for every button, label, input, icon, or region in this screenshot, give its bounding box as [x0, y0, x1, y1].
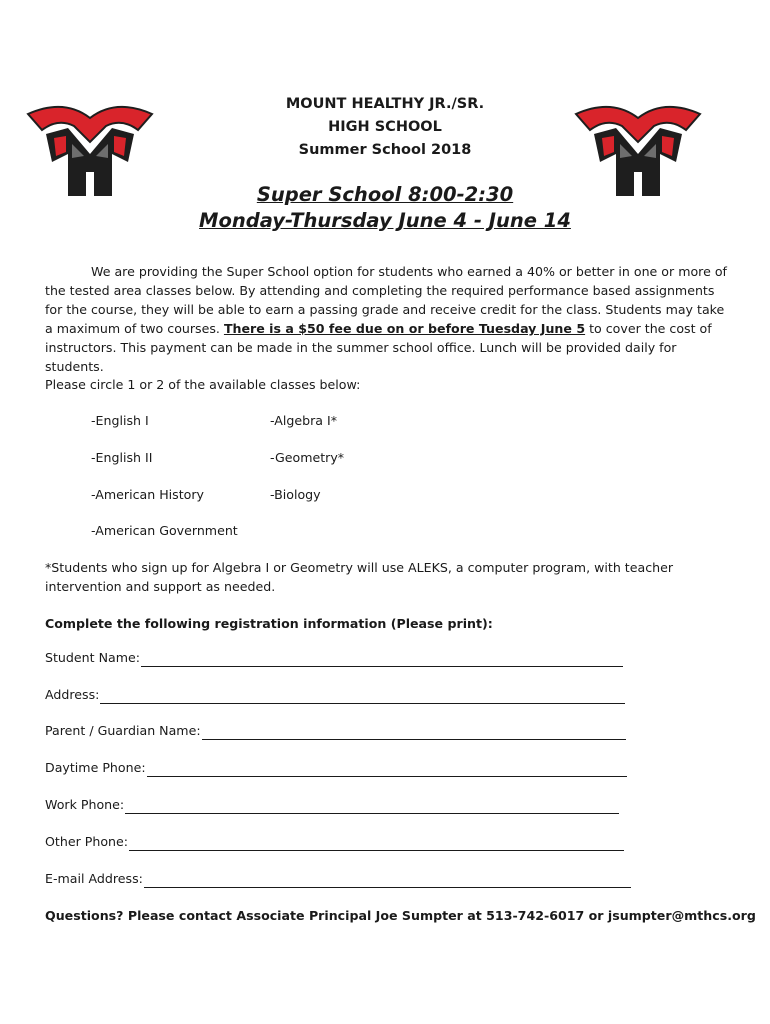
email-field[interactable] [45, 869, 631, 888]
intro-text-before: We are providing the Super School option for students who earned a 40% or better in one or more of the tested area classes below. By attending and completing the required performance based assignments for the course, they will be able to earn a passing grade and receive credit for the class. Students may take a maximum of two courses. [45, 264, 727, 336]
field-label: Parent / Guardian Name: [45, 723, 201, 738]
work-phone-field[interactable] [45, 795, 619, 814]
parent-guardian-field[interactable] [45, 721, 626, 740]
email-line[interactable] [144, 873, 631, 888]
work-phone-line[interactable] [125, 799, 619, 814]
field-label: Work Phone: [45, 797, 125, 812]
class-option: -English II [91, 450, 153, 465]
registration-heading: Complete the following registration information (Please print): [45, 616, 493, 631]
address-field[interactable] [45, 685, 625, 704]
school-name-line2: HIGH SCHOOL [328, 119, 442, 135]
field-label: Other Phone: [45, 834, 129, 849]
field-label: Daytime Phone: [45, 760, 146, 775]
other-phone-line[interactable] [129, 836, 624, 851]
contact-line: Questions? Please contact Associate Principal Joe Sumpter at 513-742-6017 or jsumpter@mthcs.org [45, 908, 756, 923]
class-prompt: Please circle 1 or 2 of the available classes below: [45, 377, 361, 392]
parent-guardian-line[interactable] [202, 725, 626, 740]
field-label: Student Name: [45, 650, 140, 665]
fee-notice: There is a $50 fee due on or before Tuesday June 5 [223, 321, 586, 336]
address-line[interactable] [100, 689, 625, 704]
field-label: E-mail Address: [45, 871, 143, 886]
class-option: -Geometry* [270, 450, 345, 465]
daytime-phone-field[interactable] [45, 758, 627, 777]
class-option: -Biology [270, 487, 321, 502]
daytime-phone-line[interactable] [147, 762, 627, 777]
class-option: -English I [91, 413, 149, 428]
class-option: -American Government [91, 523, 238, 538]
intro-text-after: to cover the cost of instructors. This payment can be made in the summer school office. Lunch will be provided daily for students. [45, 321, 712, 374]
schedule-dates: Monday-Thursday June 4 - June 14 [199, 209, 571, 232]
school-name-line1: MOUNT HEALTHY JR./SR. [285, 96, 485, 112]
schedule-hours: Super School 8:00-2:30 [256, 183, 514, 206]
student-name-field[interactable] [45, 648, 623, 667]
intro-paragraph [45, 262, 735, 376]
class-option: -American History [91, 487, 205, 502]
class-option: -Algebra I* [270, 413, 338, 428]
school-header [0, 93, 770, 162]
aleks-footnote: *Students who sign up for Algebra I or Geometry will use ALEKS, a computer program, with teacher intervention and support as needed. [45, 560, 674, 594]
field-label: Address: [45, 687, 100, 702]
other-phone-field[interactable] [45, 832, 624, 851]
student-name-line[interactable] [141, 652, 623, 667]
program-title [0, 182, 770, 234]
program-name: Summer School 2018 [298, 142, 472, 158]
